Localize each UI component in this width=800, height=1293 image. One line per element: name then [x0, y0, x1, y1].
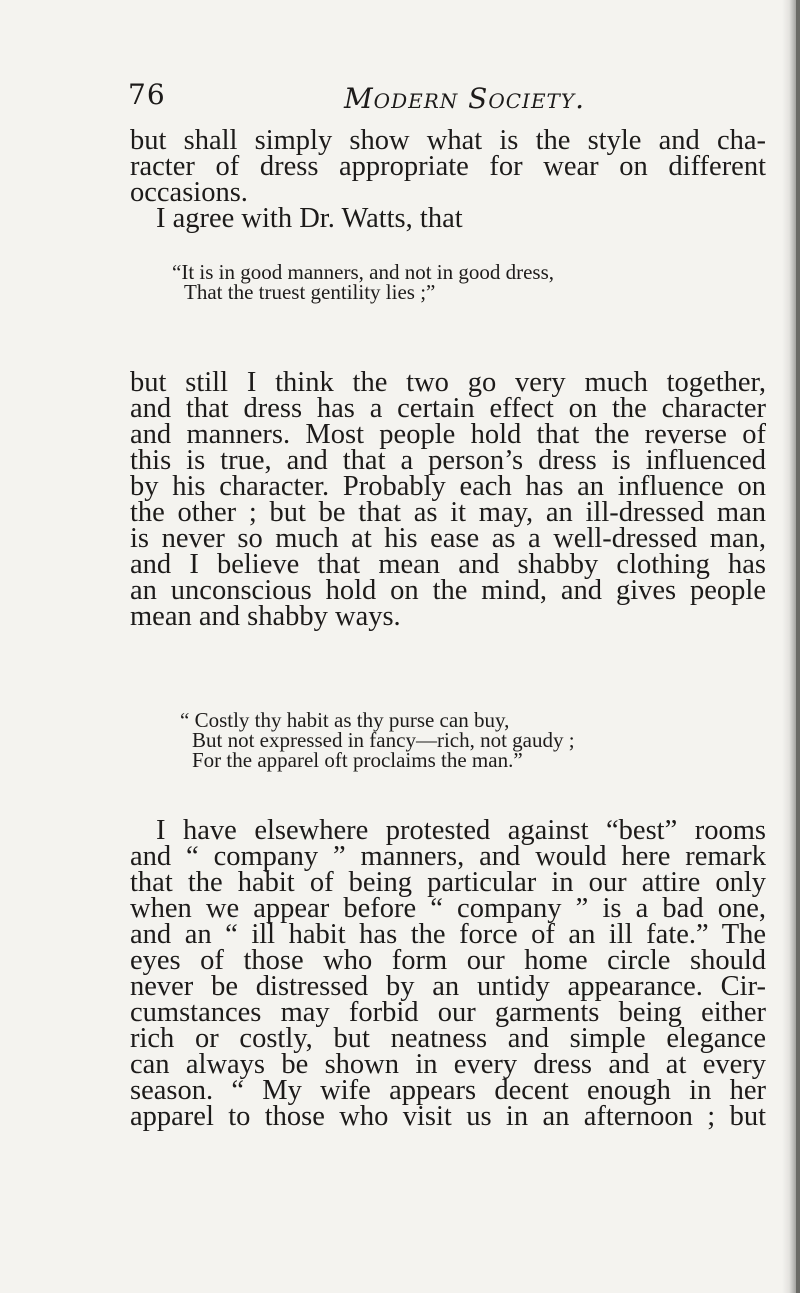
text-line: this is true, and that a person’s dress is influenced — [130, 445, 766, 476]
paragraph-3 — [130, 367, 766, 632]
page-header — [128, 78, 768, 118]
verse-line: “ Costly thy habit as thy purse can buy, — [180, 708, 510, 732]
verse-quote-1 — [172, 262, 554, 302]
verse-line: But not expressed in fancy—rich, not gaudy ; — [192, 728, 575, 752]
text-line: I have elsewhere protested against “best” rooms — [156, 815, 766, 846]
verse-line: That the truest gentility lies ;” — [184, 280, 436, 304]
paragraph-1 — [130, 125, 766, 208]
verse-quote-2 — [180, 710, 575, 770]
text-line: and I believe that mean and shabby clothing has — [130, 549, 766, 580]
text-line: eyes of those who form our home circle should — [130, 945, 766, 976]
running-title: Modern Society. — [344, 82, 585, 115]
text-line: but still I think the two go very much together, — [130, 367, 766, 398]
paragraph-4 — [130, 815, 766, 1132]
text-line: and an “ ill habit has the force of an ill fate.” The — [130, 919, 766, 950]
text-line: is never so much at his ease as a well-dressed man, — [130, 523, 766, 554]
text-line: and manners. Most people hold that the reverse of — [130, 419, 766, 450]
text-line: that the habit of being particular in our attire only — [130, 867, 766, 898]
page-number: 76 — [128, 78, 166, 111]
page-edge — [796, 0, 800, 1293]
text-line: by his character. Probably each has an influence on — [130, 471, 766, 502]
text-line: I agree with Dr. Watts, that — [156, 203, 463, 234]
text-line: season. “ My wife appears decent enough in her — [130, 1075, 766, 1106]
verse-line: For the apparel oft proclaims the man.” — [192, 748, 523, 772]
text-line: an unconscious hold on the mind, and gives people — [130, 575, 766, 606]
text-line: mean and shabby ways. — [130, 601, 401, 632]
text-line: the other ; but be that as it may, an ill-dressed man — [130, 497, 766, 528]
text-line: when we appear before “ company ” is a bad one, — [130, 893, 766, 924]
text-line: apparel to those who visit us in an afternoon ; but — [130, 1101, 766, 1132]
text-line: cumstances may forbid our garments being either — [130, 997, 766, 1028]
verse-line: “It is in good manners, and not in good dress, — [172, 260, 555, 284]
text-line: rich or costly, but neatness and simple elegance — [130, 1023, 766, 1054]
text-line: racter of dress appropriate for wear on different — [130, 151, 766, 182]
text-line: never be distressed by an untidy appearance. Cir- — [130, 971, 766, 1002]
text-line: can always be shown in every dress and at every — [130, 1049, 766, 1080]
text-line: occasions. — [130, 177, 248, 208]
text-line: but shall simply show what is the style and cha- — [130, 125, 766, 156]
text-line: and “ company ” manners, and would here remark — [130, 841, 766, 872]
text-line: and that dress has a certain effect on the character — [130, 393, 766, 424]
paragraph-2 — [130, 203, 766, 234]
